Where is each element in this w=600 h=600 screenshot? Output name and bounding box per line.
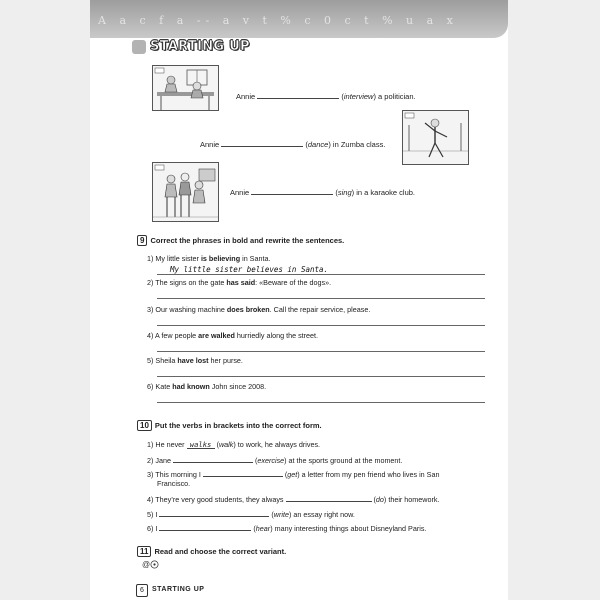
section-marker-icon <box>132 40 146 54</box>
ex9-item-3: 3) Our washing machine does broken. Call the repair service, please. <box>147 305 371 314</box>
section-header <box>132 38 252 58</box>
section-title: STARTING UP <box>150 39 250 54</box>
answer-line[interactable] <box>157 325 485 326</box>
ex9-item-6: 6) Kate had known John since 2008. <box>147 382 267 391</box>
audio-cd-icon: @ <box>142 560 159 569</box>
ex10-item-3-cont: Francisco. <box>157 479 191 488</box>
verb-hint: dance <box>307 140 329 149</box>
exercise-number: 11 <box>137 546 151 557</box>
ex9-item-1: 1) My little sister is believing in Santa. <box>147 254 271 263</box>
ex9-item-5: 5) Sheila have lost her purse. <box>147 356 243 365</box>
sentence-rest: in Zumba class. <box>330 140 386 149</box>
ex10-item-2: 2) Jane (exercise) at the sports ground at the moment. <box>147 456 403 465</box>
picture-sentence-2: Annie (dance) in Zumba class. <box>200 140 386 149</box>
subject: Annie <box>236 92 256 101</box>
footer-title: STARTING UP <box>152 586 205 593</box>
page-number: 6 <box>136 584 148 597</box>
answer-blank[interactable] <box>257 90 339 99</box>
ex10-item-4: 4) They’re very good students, they always (do) their homework. <box>147 495 440 504</box>
dance-picture <box>402 110 469 165</box>
answer-blank[interactable] <box>173 454 253 463</box>
exercise-number: 10 <box>137 420 152 431</box>
answer-blank[interactable] <box>159 508 269 517</box>
answer-line[interactable] <box>157 351 485 352</box>
exercise-9-header <box>137 235 344 246</box>
exercise-number: 9 <box>137 235 147 246</box>
answer-line[interactable] <box>157 274 485 275</box>
subject: Annie <box>200 140 220 149</box>
worksheet-page <box>90 0 508 600</box>
ex9-item-2: 2) The signs on the gate has said: «Beware of the dogs». <box>147 278 332 287</box>
answer-blank[interactable] <box>286 493 372 502</box>
exercise-instruction: Read and choose the correct variant. <box>154 547 287 556</box>
ex9-item-4: 4) A few people are walked hurriedly along the street. <box>147 331 319 340</box>
sentence-rest: in a karaoke club. <box>354 188 416 197</box>
picture-sentence-1: Annie (interview) a politician. <box>236 92 416 101</box>
exercise-10-header <box>137 420 322 431</box>
answer-line[interactable] <box>157 376 485 377</box>
interview-picture <box>152 65 219 111</box>
ex10-item-3: 3) This morning I (get) a letter from my pen friend who lives in San <box>147 470 440 479</box>
answer-blank[interactable] <box>203 468 283 477</box>
ex10-item-1: 1) He never walks (walk) to work, he always drives. <box>147 440 321 449</box>
exercise-11-header <box>137 546 286 557</box>
answer-blank[interactable] <box>221 138 303 147</box>
karaoke-picture <box>152 162 219 222</box>
answer-line[interactable] <box>157 298 485 299</box>
ex10-item-5: 5) I (write) an essay right now. <box>147 510 355 519</box>
subject: Annie <box>230 188 250 197</box>
top-banner <box>90 0 508 38</box>
ex9-answer-1[interactable]: My little sister believes in Santa. <box>170 265 329 274</box>
banner-decoration: A a c f a -- a v t % c 0 c t % u a x <box>98 14 458 27</box>
answer-blank[interactable] <box>251 186 333 195</box>
sentence-rest: a politician. <box>375 92 416 101</box>
answer-line[interactable] <box>157 402 485 403</box>
exercise-instruction: Correct the phrases in bold and rewrite the sentences. <box>150 236 345 245</box>
answer-blank[interactable] <box>159 522 251 531</box>
answer-blank[interactable]: walks <box>187 440 215 449</box>
verb-hint: interview <box>343 92 374 101</box>
verb-hint: sing <box>337 188 352 197</box>
exercise-instruction: Put the verbs in brackets into the correct form. <box>154 421 322 430</box>
ex10-item-6: 6) I (hear) many interesting things about Disneyland Paris. <box>147 524 427 533</box>
picture-sentence-3: Annie (sing) in a karaoke club. <box>230 188 416 197</box>
